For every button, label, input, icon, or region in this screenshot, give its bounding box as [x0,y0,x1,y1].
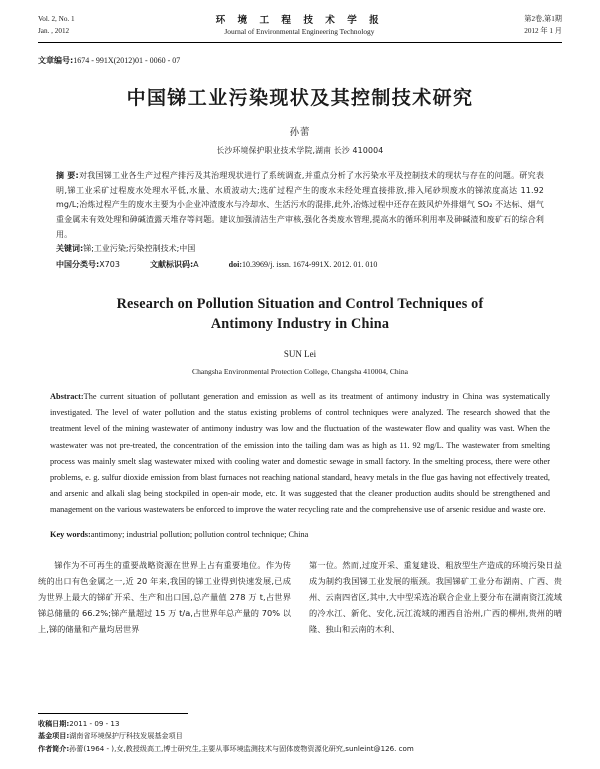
author-en: SUN Lei [283,349,317,360]
header-divider-rule [38,42,562,43]
journal-title-en: Journal of Environmental Engineering Technology [224,27,375,37]
page-title-en [38,294,562,335]
affiliation-en: Changsha Environmental Protection College, Changsha 410004, China [192,367,408,377]
body-paragraph-left: 锑作为不可再生的重要战略资源在世界上占有重要地位。作为传统的出口有色金属之一,近 20 年来,我国的锑工业得到快速发展,已成为世界上最大的锑矿开采、生产和出口国,总产量值 278 万 t,占世界锑总储量的 66.2%;锑产量超过 15 万 t/a,占世界年总产量的 70% 以上,锑的储量和产量均居世界 [38,560,291,635]
body-columns [38,558,562,638]
abstract-en [50,389,550,518]
header-volume-en: Vol. 2, No. 1 [38,15,75,23]
doccode-value: A [193,259,199,269]
keywords-en-label: Key words: [50,530,91,540]
header-date-cn: 2012 年 1 月 [524,26,562,35]
running-header [38,14,562,40]
page-title-en-line1: Research on Pollution Situation and Control Techniques of [116,295,484,312]
page-title-cn: 中国锑工业污染现状及其控制技术研究 [126,86,474,109]
page-title-en-line2: Antimony Industry in China [210,316,390,333]
abstract-cn-text: 对我国锑工业各生产过程产排污及其治理现状进行了系统调查,并重点分析了水污染水平及控制技术的现状与存在的问题。研究表明,锑工业采矿过程废水处理水平低,水量、水质波动大;选矿过程产生的废水未经处理直接排放,排入尾砂坝废水的锑浓度高达 11.92 mg/L;冶炼过程产生的废水主要为小企业冲渣废水与冷却水、生活污水的混排,此外,冶炼过程中还存在鼓风炉外排烟气 SO₂ 不达标、烟气重金属未有效处理和砷碱渣露天堆存等问题。建议加强清洁生产审核,强化各类废水管理,提高水的循环利用率及砷碱渣和废矿石的综合利用。 [56,171,544,239]
classification-line [56,257,544,272]
doi-group [229,257,378,272]
clc-value: X703 [99,259,120,269]
abstract-en-label: Abstract: [50,392,84,402]
footnote-bio [38,743,562,755]
abstract-en-text: The current situation of pollutant generation and emission as well as its treatment of antimony industry in China was systematically investigated. The level of water pollution and the status existing problems of control techniques were analyzed. The research showed that the treatment level of the mining wastewater of antimony industry was low and the fluctuation of the wastewater flow and quality was vast. When the wastewater was not pre-treated, the concentration of the emission into the tailing dam was as high as 11. 92 mg/L. The wastewater from smelting process was mainly smelt slag wastewater mixed with cooling water and domestic sewage in small factory. In the smelting process, there were other problems, e. g. sulfur dioxide emission from blast furnaces not reaching national standard, heavy metals in the flue gas having not effectively treated, and arsenic and alkali slag being stockpiled in open-air mode, etc. It was suggested that the cleaner production audits should be strengthened and management on the various wastewaters be enforced to improve the water recycling rate and the comprehensive use of arsenic residue and waste ore. [50,392,550,515]
footnote-fund [38,730,562,742]
header-center-block [75,15,525,38]
keywords-cn-text: 锑;工业污染;污染控制技术;中国 [83,244,196,254]
doccode-group [150,257,199,272]
body-column-right [309,558,562,638]
footnote-received [38,718,562,730]
article-number-value: 1674 - 991X(2012)01 - 0060 - 07 [73,55,181,65]
header-left-block [38,14,75,38]
author-cn: 孙蕾 [289,127,311,139]
footnote-fund-value: 湖南省环境保护厅科技发展基金项目 [69,731,183,741]
footnotes-block [38,713,562,755]
keywords-en-text: antimony; industrial pollution; pollution control technique; China [90,530,309,540]
header-volume-cn: 第2卷,第1期 [524,15,562,23]
clc-label: 中国分类号: [56,259,100,269]
abstract-cn [56,169,544,242]
article-number-line [38,55,562,66]
header-date-en: Jan. , 2012 [38,26,70,35]
clc-group [56,257,120,272]
doi-label: doi: [228,259,242,269]
article-number-label: 文章编号: [38,55,74,65]
header-right-block [524,14,562,38]
journal-title-cn: 环 境 工 程 技 术 学 报 [215,14,384,26]
body-column-left [38,558,291,638]
footnote-bio-label: 作者简介: [38,743,70,753]
body-paragraph-right: 第一位。然而,过度开采、重复建设、粗放型生产造成的环境污染日益成为制约我国锑工业发展的瓶颈。我国锑矿工业分布湖南、广西、贵州、云南四省区,其中,大中型采选冶联合企业上要分布在湖南资江流域的冷水江、新化、安化,沅江流域的湘西自治州,广西的柳州,贵州的晴隆、独山和云南的木利、 [309,560,562,635]
keywords-en [50,527,550,543]
abstract-cn-label: 摘 要: [56,171,79,181]
doi-value: 10.3969/j. issn. 1674-991X. 2012. 01. 010 [241,259,378,269]
footnote-divider-rule [38,713,188,714]
keywords-cn [56,242,544,257]
footnote-received-value: 2011 - 09 - 13 [69,718,120,728]
doccode-label: 文献标识码: [149,259,194,269]
keywords-cn-label: 关键词: [56,244,84,254]
footnote-received-label: 收稿日期: [38,718,70,728]
affiliation-cn: 长沙环境保护职业技术学院,湖南 长沙 410004 [216,146,384,156]
footnote-fund-label: 基金项目: [38,731,70,741]
footnote-bio-value: 孙蕾(1964 - ),女,教授级高工,博士研究生,主要从事环境监测技术与固体废物资源化研究,sunleint@126. com [69,743,414,753]
